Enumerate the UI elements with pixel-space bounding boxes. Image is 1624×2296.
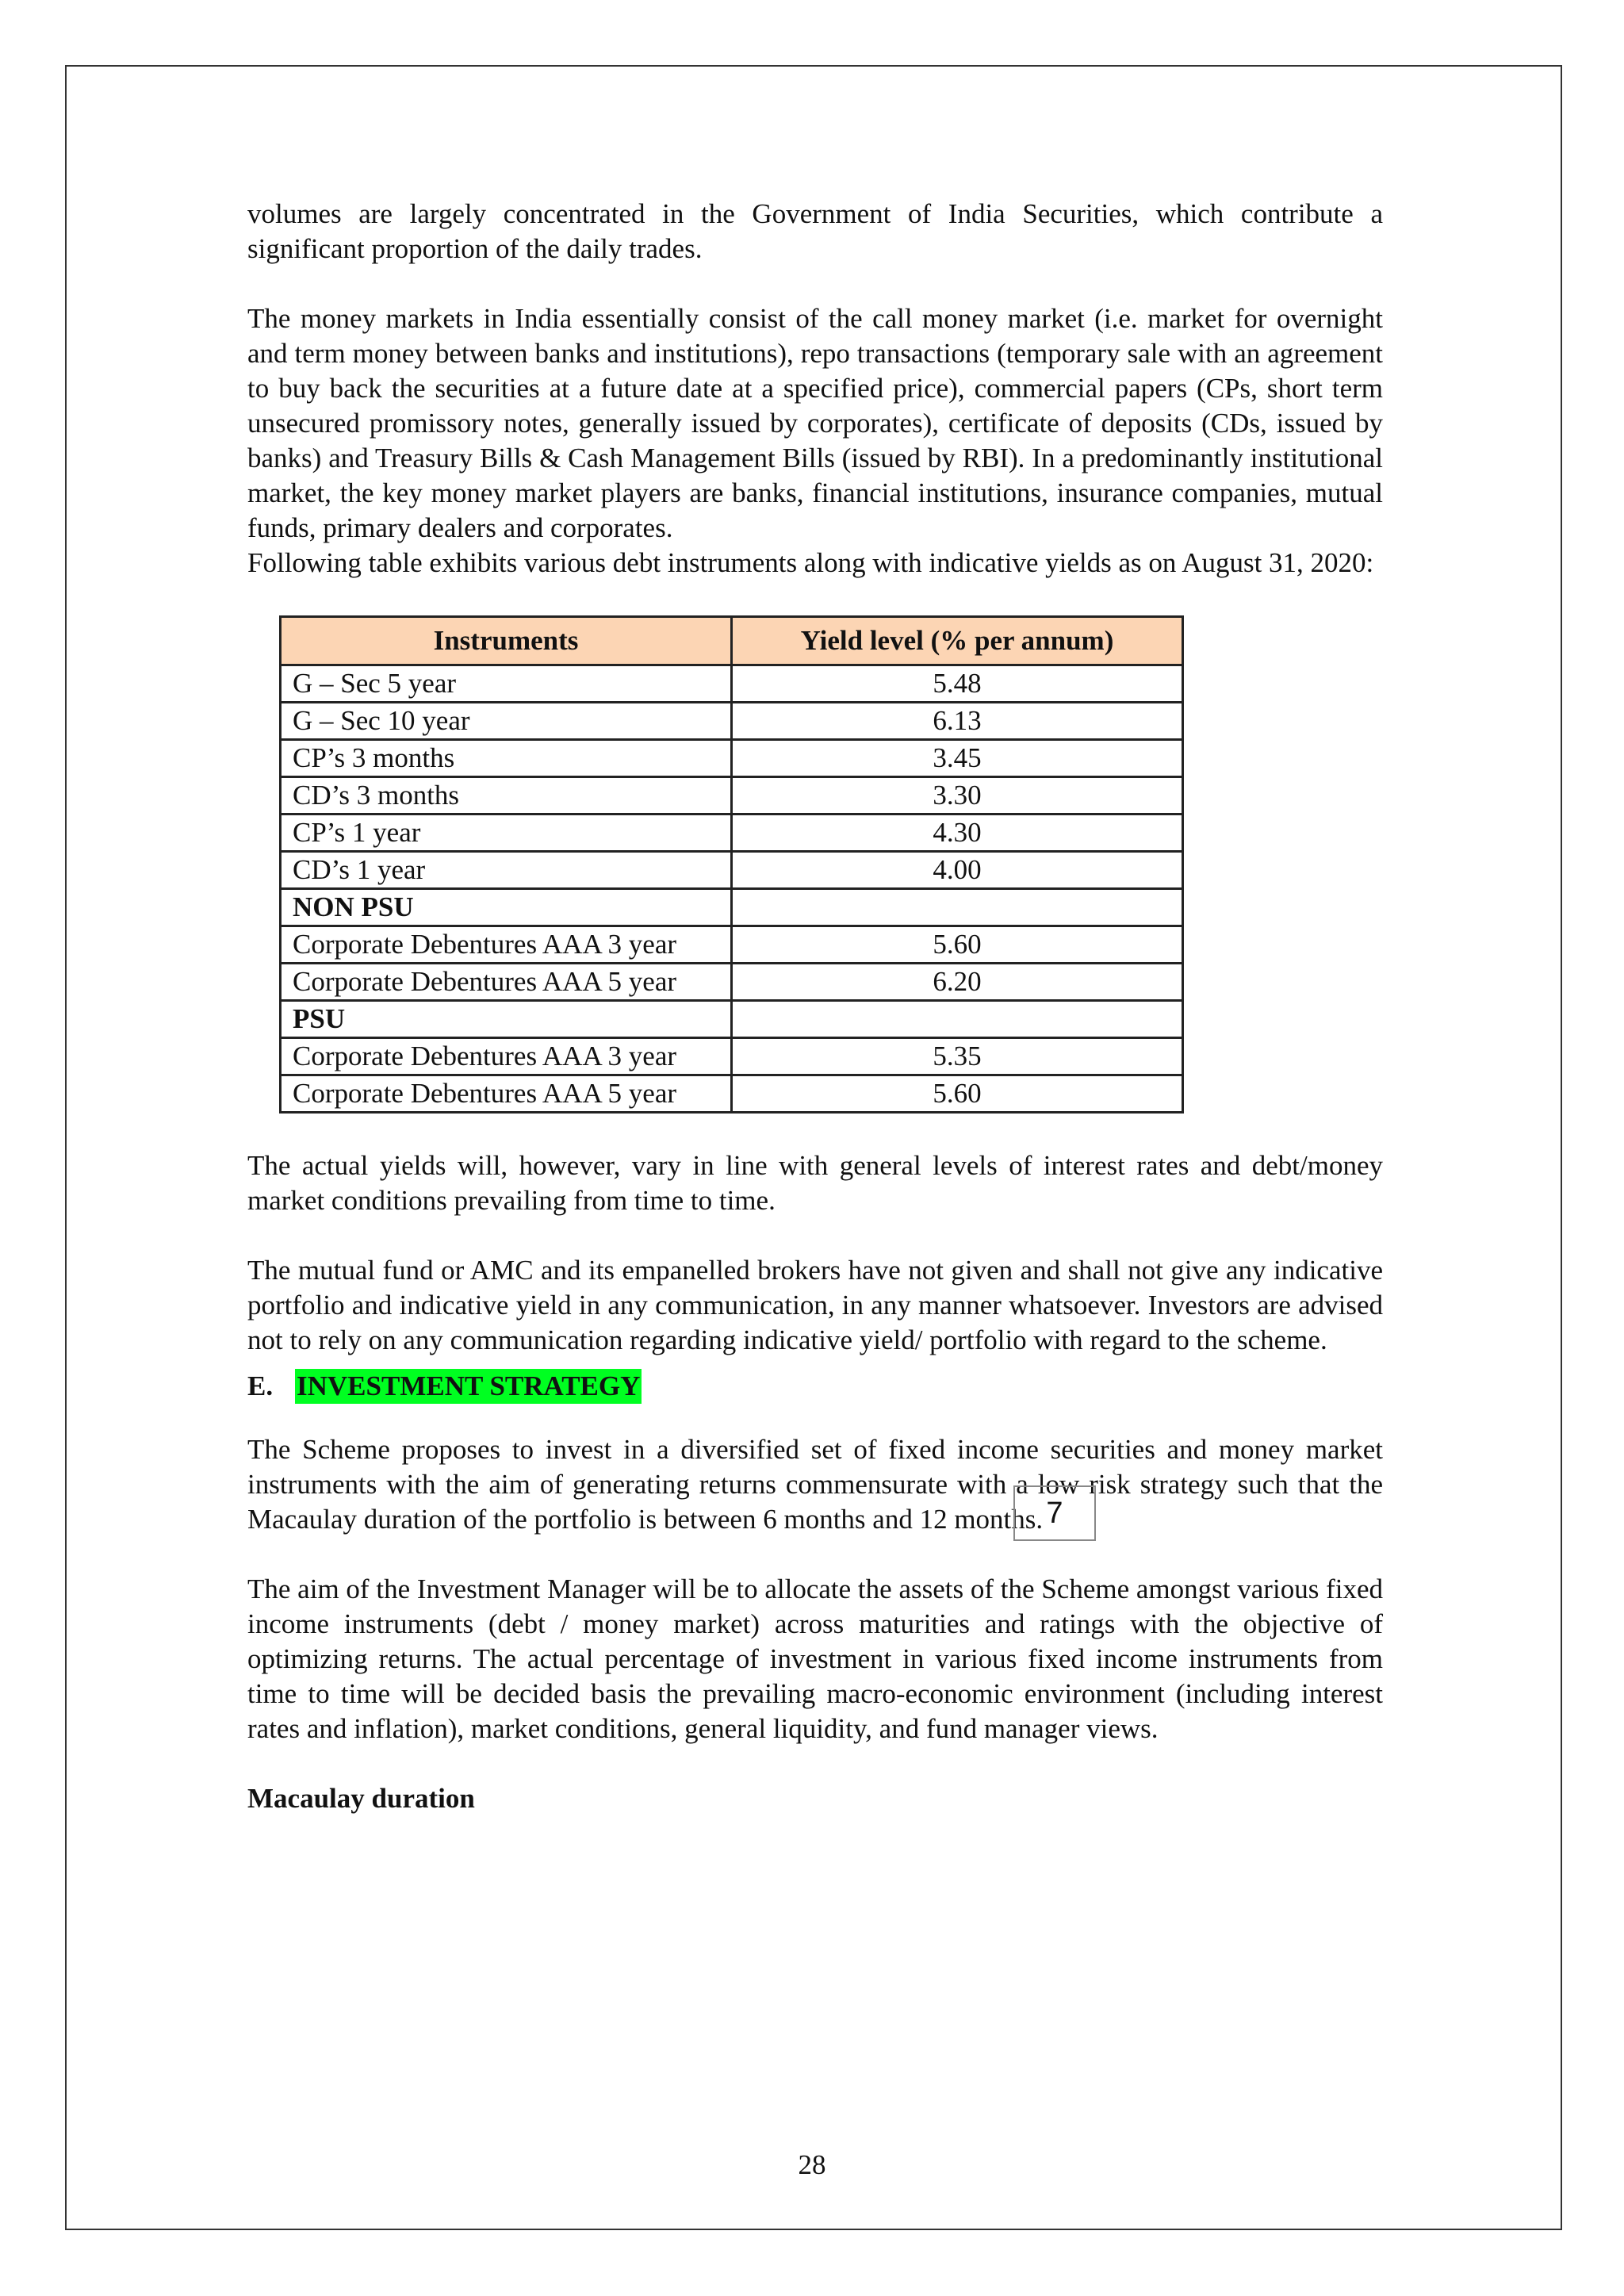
group-label-psu: PSU xyxy=(281,1001,732,1038)
paragraph-2: The money markets in India essentially consist of the call money market (i.e. market for overnight and term money between banks and institutions), repo transactions (temporary sale with an agreement to buy back the securities at a future date at a specified price), commercial papers (CPs, short term unsecured promissory notes, generally issued by corporates), certificate of deposits (CDs, issued by banks) and Treasury Bills & Cash Management Bills (issued by RBI). In a predominantly institutional market, the key money market players are banks, financial institutions, insurance companies, mutual funds, primary dealers and corporates. xyxy=(247,303,1383,543)
instrument-cell: Corporate Debentures AAA 3 year xyxy=(281,1038,732,1075)
instrument-cell: Corporate Debentures AAA 3 year xyxy=(281,926,732,964)
yield-cell: 3.30 xyxy=(732,777,1183,815)
table-row xyxy=(281,815,1183,852)
table-row xyxy=(281,1075,1183,1113)
page-number: 28 xyxy=(798,2149,826,2180)
yield-cell: 5.48 xyxy=(732,665,1183,703)
table-row xyxy=(281,740,1183,777)
table-row xyxy=(281,1038,1183,1075)
table-group-row xyxy=(281,1001,1183,1038)
instrument-cell: CP’s 3 months xyxy=(281,740,732,777)
yield-cell: 5.60 xyxy=(732,926,1183,964)
yield-cell: 6.20 xyxy=(732,964,1183,1001)
paragraph-4: The actual yields will, however, vary in line with general levels of interest rates and debt/money market conditions prevailing from time to time. xyxy=(247,1150,1383,1216)
paragraph-3: Following table exhibits various debt instruments along with indicative yields as on August 31, 2020: xyxy=(247,547,1374,578)
paragraph-7: The aim of the Investment Manager will be to allocate the assets of the Scheme amongst various fixed income instruments (debt / money market) across maturities and ratings with the objective of optimizing returns. The actual percentage of investment in various fixed income instruments from time to time will be decided basis the prevailing macro-economic environment (including interest rates and inflation), market conditions, general liquidity, and fund manager views. xyxy=(247,1573,1383,1744)
subheading-macaulay-duration: Macaulay duration xyxy=(247,1783,475,1814)
section-title: INVESTMENT STRATEGY xyxy=(295,1369,642,1404)
yield-cell xyxy=(732,1001,1183,1038)
header-yield-level: Yield level (% per annum) xyxy=(732,617,1183,665)
table-row xyxy=(281,777,1183,815)
page-content xyxy=(247,197,1383,1816)
yield-cell: 3.45 xyxy=(732,740,1183,777)
yield-cell: 4.00 xyxy=(732,852,1183,889)
header-instruments: Instruments xyxy=(281,617,732,665)
instrument-cell: CD’s 1 year xyxy=(281,852,732,889)
table-row xyxy=(281,665,1183,703)
yield-cell: 5.60 xyxy=(732,1075,1183,1113)
paragraph-1: volumes are largely concentrated in the Government of India Securities, which contribute a significant proportion of the daily trades. xyxy=(247,198,1383,264)
section-heading xyxy=(247,1358,1383,1415)
yield-cell: 5.35 xyxy=(732,1038,1183,1075)
instrument-cell: G – Sec 5 year xyxy=(281,665,732,703)
instrument-cell: Corporate Debentures AAA 5 year xyxy=(281,1075,732,1113)
instrument-cell: Corporate Debentures AAA 5 year xyxy=(281,964,732,1001)
section-number-box: 7 xyxy=(1013,1485,1096,1541)
table-row xyxy=(281,852,1183,889)
instrument-cell: CP’s 1 year xyxy=(281,815,732,852)
paragraph-5: The mutual fund or AMC and its empanelled brokers have not given and shall not give any indicative portfolio and indicative yield in any communication, in any manner whatsoever. Investors are advised not to rely on any communication regarding indicative yield/ portfolio with regard to the scheme. xyxy=(247,1255,1383,1355)
yield-cell: 4.30 xyxy=(732,815,1183,852)
yield-table-header-row xyxy=(281,617,1183,665)
section-letter: E. xyxy=(247,1370,274,1401)
instrument-cell: G – Sec 10 year xyxy=(281,703,732,740)
yield-table xyxy=(279,615,1184,1114)
table-row xyxy=(281,703,1183,740)
paragraph-6: The Scheme proposes to invest in a diversified set of fixed income securities and money market instruments with the aim of generating returns commensurate with a low risk strategy such that the Macaulay duration of the portfolio is between 6 months and 12 months. xyxy=(247,1434,1383,1535)
table-group-row xyxy=(281,889,1183,926)
group-label-non-psu: NON PSU xyxy=(281,889,732,926)
table-row xyxy=(281,926,1183,964)
yield-cell xyxy=(732,889,1183,926)
table-row xyxy=(281,964,1183,1001)
instrument-cell: CD’s 3 months xyxy=(281,777,732,815)
yield-cell: 6.13 xyxy=(732,703,1183,740)
